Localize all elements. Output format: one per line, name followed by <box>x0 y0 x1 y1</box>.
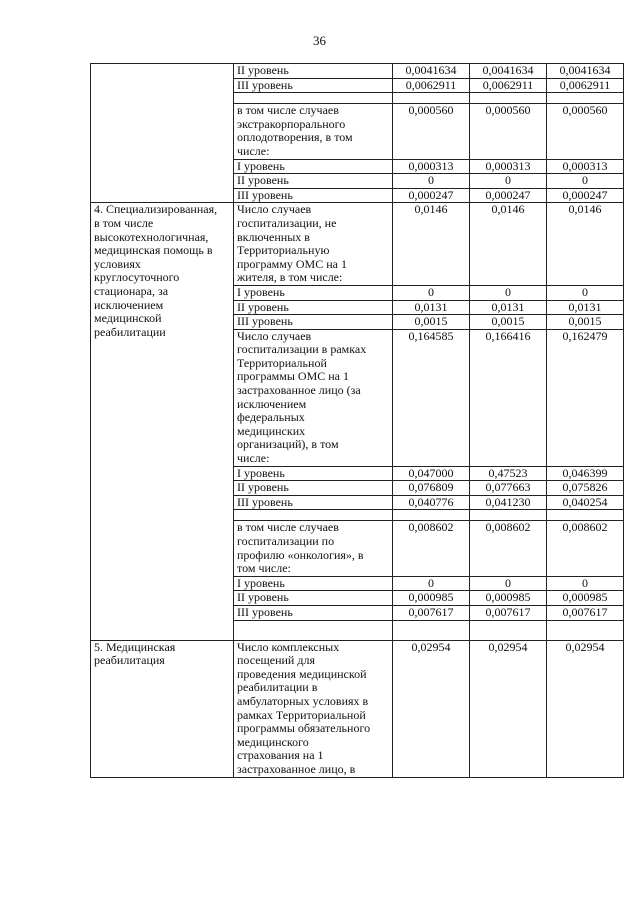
level-label: II уровень <box>234 300 393 315</box>
value-cell-year-1: 0,000247 <box>393 188 470 203</box>
value-cell-year-3: 0,007617 <box>547 605 624 620</box>
spacer-cell <box>393 620 470 640</box>
value-cell-year-3: 0 <box>547 174 624 189</box>
page-number: 36 <box>313 33 326 48</box>
value-cell-year-2: 0 <box>470 285 547 300</box>
level-label: I уровень <box>234 466 393 481</box>
value-cell-year-3: 0,0015 <box>547 315 624 330</box>
value-cell-year-2: 0,166416 <box>470 329 547 466</box>
indicator-label: Число случаев госпитализации, не включенных в Территориальную программу ОМС на 1 жителя, в том числе: <box>234 203 393 286</box>
value-cell-year-2: 0,000247 <box>470 188 547 203</box>
level-label: III уровень <box>234 78 393 93</box>
level-label: III уровень <box>234 495 393 510</box>
value-cell-year-1: 0,02954 <box>393 640 470 777</box>
value-cell-year-1: 0,0146 <box>393 203 470 286</box>
value-cell-year-2: 0,47523 <box>470 466 547 481</box>
level-label: II уровень <box>234 64 393 79</box>
value-cell-year-3: 0,0041634 <box>547 64 624 79</box>
level-label: III уровень <box>234 315 393 330</box>
value-cell-year-3: 0,02954 <box>547 640 624 777</box>
value-cell-year-1: 0 <box>393 576 470 591</box>
spacer-cell <box>470 93 547 104</box>
value-cell-year-1: 0,0062911 <box>393 78 470 93</box>
value-cell-year-2: 0,077663 <box>470 481 547 496</box>
value-cell-year-2: 0,02954 <box>470 640 547 777</box>
value-cell-year-1: 0,000313 <box>393 159 470 174</box>
value-cell-year-1: 0,164585 <box>393 329 470 466</box>
level-label: II уровень <box>234 174 393 189</box>
value-cell-year-2: 0,0146 <box>470 203 547 286</box>
value-cell-year-3: 0 <box>547 285 624 300</box>
value-cell-year-3: 0,000985 <box>547 591 624 606</box>
value-cell-year-3: 0,0146 <box>547 203 624 286</box>
value-cell-year-3: 0,008602 <box>547 521 624 576</box>
value-cell-year-2: 0,007617 <box>470 605 547 620</box>
value-cell-year-2: 0,000560 <box>470 104 547 159</box>
value-cell-year-3: 0,040254 <box>547 495 624 510</box>
value-cell-year-3: 0 <box>547 576 624 591</box>
value-cell-year-3: 0,162479 <box>547 329 624 466</box>
section-label: 5. Медицинская реабилитация <box>91 640 234 777</box>
indicator-label: Число случаев госпитализации в рамках Территориальной программы ОМС на 1 застрахованное лицо (за исключением федеральных медицинских организаций), в том числе: <box>234 329 393 466</box>
value-cell-year-1: 0,040776 <box>393 495 470 510</box>
value-cell-year-1: 0 <box>393 285 470 300</box>
value-cell-year-1: 0 <box>393 174 470 189</box>
value-cell-year-3: 0,000313 <box>547 159 624 174</box>
value-cell-year-1: 0,0015 <box>393 315 470 330</box>
value-cell-year-2: 0,0062911 <box>470 78 547 93</box>
value-cell-year-1: 0,0131 <box>393 300 470 315</box>
level-label: III уровень <box>234 188 393 203</box>
value-cell-year-2: 0,0131 <box>470 300 547 315</box>
value-cell-year-2: 0,0015 <box>470 315 547 330</box>
level-label: I уровень <box>234 159 393 174</box>
value-cell-year-1: 0,008602 <box>393 521 470 576</box>
table-row <box>91 640 624 777</box>
level-label: III уровень <box>234 605 393 620</box>
indicator-label: в том числе случаев госпитализации по профилю «онкология», в том числе: <box>234 521 393 576</box>
section-label <box>91 64 234 203</box>
value-cell-year-1: 0,076809 <box>393 481 470 496</box>
value-cell-year-2: 0,000313 <box>470 159 547 174</box>
indicator-label: Число комплексных посещений для проведения медицинской реабилитации в амбулаторных условиях в рамках Территориальной программы обязательного медицинского страхования на 1 застрахованное лицо, в <box>234 640 393 777</box>
value-cell-year-1: 0,047000 <box>393 466 470 481</box>
value-cell-year-3: 0,0062911 <box>547 78 624 93</box>
level-label: II уровень <box>234 591 393 606</box>
value-cell-year-1: 0,0041634 <box>393 64 470 79</box>
value-cell-year-2: 0 <box>470 174 547 189</box>
table-row <box>91 203 624 286</box>
indicators-table <box>90 63 624 778</box>
value-cell-year-3: 0,000560 <box>547 104 624 159</box>
spacer-cell <box>547 620 624 640</box>
spacer-cell <box>393 510 470 521</box>
value-cell-year-1: 0,007617 <box>393 605 470 620</box>
spacer-cell <box>234 510 393 521</box>
spacer-cell <box>234 620 393 640</box>
value-cell-year-2: 0,0041634 <box>470 64 547 79</box>
value-cell-year-2: 0,041230 <box>470 495 547 510</box>
value-cell-year-3: 0,075826 <box>547 481 624 496</box>
level-label: I уровень <box>234 576 393 591</box>
value-cell-year-1: 0,000560 <box>393 104 470 159</box>
value-cell-year-3: 0,046399 <box>547 466 624 481</box>
value-cell-year-3: 0,000247 <box>547 188 624 203</box>
value-cell-year-3: 0,0131 <box>547 300 624 315</box>
table-row <box>91 64 624 79</box>
spacer-cell <box>470 510 547 521</box>
spacer-cell <box>547 510 624 521</box>
table-body <box>91 64 624 778</box>
value-cell-year-2: 0,008602 <box>470 521 547 576</box>
spacer-cell <box>393 93 470 104</box>
level-label: I уровень <box>234 285 393 300</box>
value-cell-year-1: 0,000985 <box>393 591 470 606</box>
spacer-cell <box>470 620 547 640</box>
indicator-label: в том числе случаев экстракорпорального оплодотворения, в том числе: <box>234 104 393 159</box>
value-cell-year-2: 0,000985 <box>470 591 547 606</box>
section-label: 4. Специализированная, в том числе высокотехнологичная, медицинская помощь в условиях круглосуточного стационара, за исключением медицинской реабилитации <box>91 203 234 640</box>
level-label: II уровень <box>234 481 393 496</box>
value-cell-year-2: 0 <box>470 576 547 591</box>
spacer-cell <box>234 93 393 104</box>
spacer-cell <box>547 93 624 104</box>
